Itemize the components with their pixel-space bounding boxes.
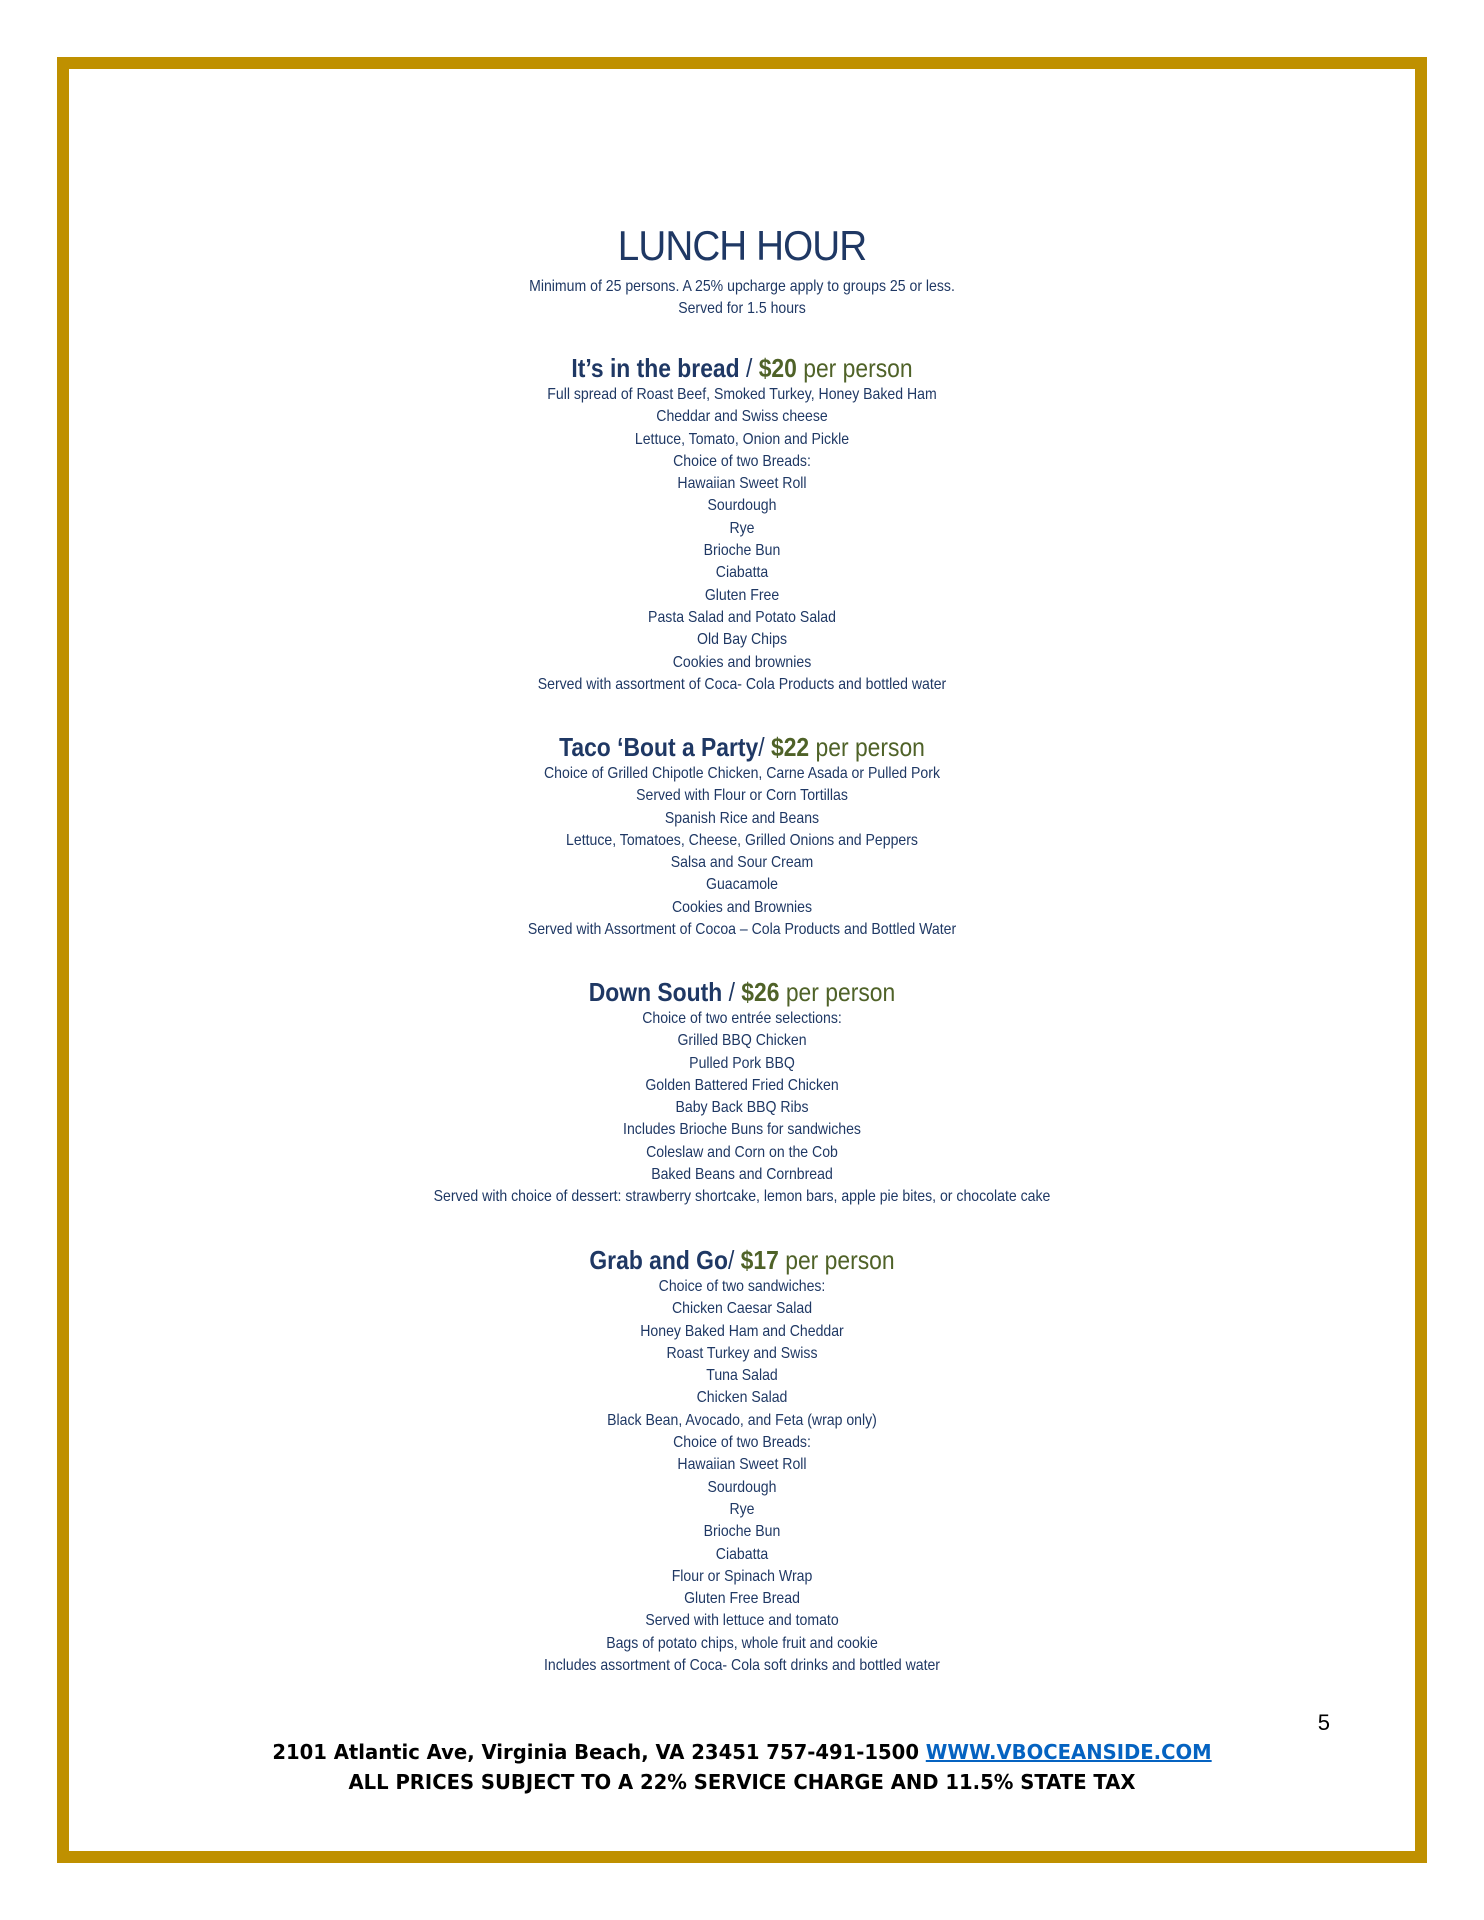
website-link[interactable]: WWW.VBOCEANSIDE.COM (925, 1740, 1212, 1764)
section-per-person: per person (796, 353, 913, 383)
section-price: $20 (758, 353, 797, 383)
menu-item: Brioche Bun (703, 542, 781, 560)
menu-item: Lettuce, Tomatoes, Cheese, Grilled Onions and Peppers (566, 831, 918, 849)
footer-disclaimer: ALL PRICES SUBJECT TO A 22% SERVICE CHARGE AND 11.5% STATE TAX (348, 1770, 1136, 1794)
menu-item: Ciabatta (715, 564, 769, 582)
section-items (0, 763, 1484, 941)
footer-address-line (15, 1740, 1469, 1764)
menu-item: Spanish Rice and Beans (664, 809, 820, 827)
footer-address: 2101 Atlantic Ave, Virginia Beach, VA 23451 757-491-1500 (272, 1740, 926, 1764)
page-title: LUNCH HOUR (617, 222, 867, 269)
section-heading (89, 976, 1395, 1008)
menu-item: Cookies and brownies (672, 653, 812, 671)
menu-item: Chicken Caesar Salad (671, 1300, 813, 1318)
section-heading (89, 731, 1395, 763)
menu-item: Sourdough (707, 1478, 777, 1496)
menu-item: Guacamole (705, 876, 778, 894)
menu-section-grab-and-go (0, 1244, 1484, 1677)
menu-item: Choice of Grilled Chipotle Chicken, Carne Asada or Pulled Pork (543, 765, 940, 782)
menu-item: Sourdough (707, 497, 777, 515)
menu-item: Full spread of Roast Beef, Smoked Turkey, Honey Baked Ham (547, 386, 937, 403)
menu-item: Hawaiian Sweet Roll (677, 1456, 807, 1474)
menu-item: Includes Brioche Buns for sandwiches (623, 1121, 861, 1139)
section-price: $26 (741, 977, 780, 1007)
section-per-person: per person (778, 1245, 895, 1275)
footer (0, 1740, 1484, 1794)
menu-item: Ciabatta (715, 1545, 769, 1563)
menu-item: Pasta Salad and Potato Salad (648, 608, 836, 626)
menu-item: Cheddar and Swiss cheese (656, 408, 828, 426)
menu-item: Lettuce, Tomato, Onion and Pickle (634, 430, 850, 448)
menu-item: Served with assortment of Coca- Cola Products and bottled water (537, 675, 947, 693)
section-separator: / (758, 732, 771, 762)
section-heading (89, 352, 1395, 384)
menu-item: Baked Beans and Cornbread (651, 1166, 833, 1184)
menu-item: Rye (729, 519, 755, 537)
menu-section-its-in-the-bread (0, 352, 1484, 696)
menu-item: Cookies and Brownies (671, 898, 813, 916)
section-items (0, 384, 1484, 696)
section-name: Grab and Go (589, 1245, 728, 1275)
menu-item: Chicken Salad (696, 1389, 788, 1407)
menu-item: Served with Assortment of Cocoa – Cola Products and Bottled Water (527, 921, 957, 939)
section-items (0, 1008, 1484, 1209)
menu-item: Baby Back BBQ Ribs (675, 1099, 809, 1117)
section-per-person: per person (779, 977, 896, 1007)
page-number: 5 (1317, 1710, 1330, 1735)
section-name: It’s in the bread (571, 353, 740, 383)
section-price: $22 (770, 732, 810, 762)
menu-item: Bags of potato chips, whole fruit and cookie (606, 1634, 878, 1652)
menu-item: Choice of two sandwiches: (658, 1278, 826, 1295)
section-items (0, 1276, 1484, 1677)
menu-item: Flour or Spinach Wrap (671, 1567, 813, 1585)
section-separator: / (727, 1245, 741, 1275)
menu-item: Served with choice of dessert: strawberry shortcake, lemon bars, apple pie bites, or chocolate cake (433, 1188, 1051, 1206)
menu-item: Pulled Pork BBQ (689, 1054, 795, 1072)
subtitle-line: Served for 1.5 hours (678, 300, 806, 317)
menu-item: Served with Flour or Corn Tortillas (636, 787, 848, 805)
menu-item: Gluten Free Bread (684, 1590, 800, 1608)
menu-item: Honey Baked Ham and Cheddar (640, 1322, 844, 1340)
menu-item: Grilled BBQ Chicken (677, 1032, 807, 1050)
menu-item: Choice of two entrée selections: (642, 1010, 842, 1027)
section-separator: / (722, 977, 742, 1007)
page-subtitle (0, 276, 1484, 320)
menu-item: Golden Battered Fried Chicken (645, 1076, 839, 1094)
section-price: $17 (740, 1245, 779, 1275)
section-name: Taco ‘Bout a Party (559, 732, 759, 762)
subtitle-line: Minimum of 25 persons. A 25% upcharge apply to groups 25 or less. (529, 278, 955, 295)
section-per-person: per person (809, 732, 925, 762)
menu-section-taco-bout-a-party (0, 731, 1484, 941)
menu-item: Rye (729, 1500, 755, 1518)
menu-item: Choice of two Breads: (673, 452, 811, 470)
menu-item: Hawaiian Sweet Roll (677, 475, 807, 493)
menu-item: Gluten Free (704, 586, 780, 604)
menu-item: Brioche Bun (703, 1523, 781, 1541)
menu-item: Black Bean, Avocado, and Feta (wrap only) (607, 1411, 877, 1429)
menu-item: Roast Turkey and Swiss (666, 1344, 818, 1362)
menu-section-down-south (0, 976, 1484, 1209)
menu-item: Coleslaw and Corn on the Cob (646, 1143, 838, 1161)
menu-item: Served with lettuce and tomato (645, 1612, 839, 1630)
menu-item: Includes assortment of Coca- Cola soft drinks and bottled water (544, 1657, 940, 1675)
section-name: Down South (588, 977, 723, 1007)
section-separator: / (739, 353, 759, 383)
menu-item: Choice of two Breads: (673, 1434, 811, 1452)
menu-item: Tuna Salad (706, 1367, 778, 1385)
menu-item: Old Bay Chips (696, 631, 787, 649)
menu-item: Salsa and Sour Cream (670, 854, 814, 872)
section-heading (89, 1244, 1395, 1276)
